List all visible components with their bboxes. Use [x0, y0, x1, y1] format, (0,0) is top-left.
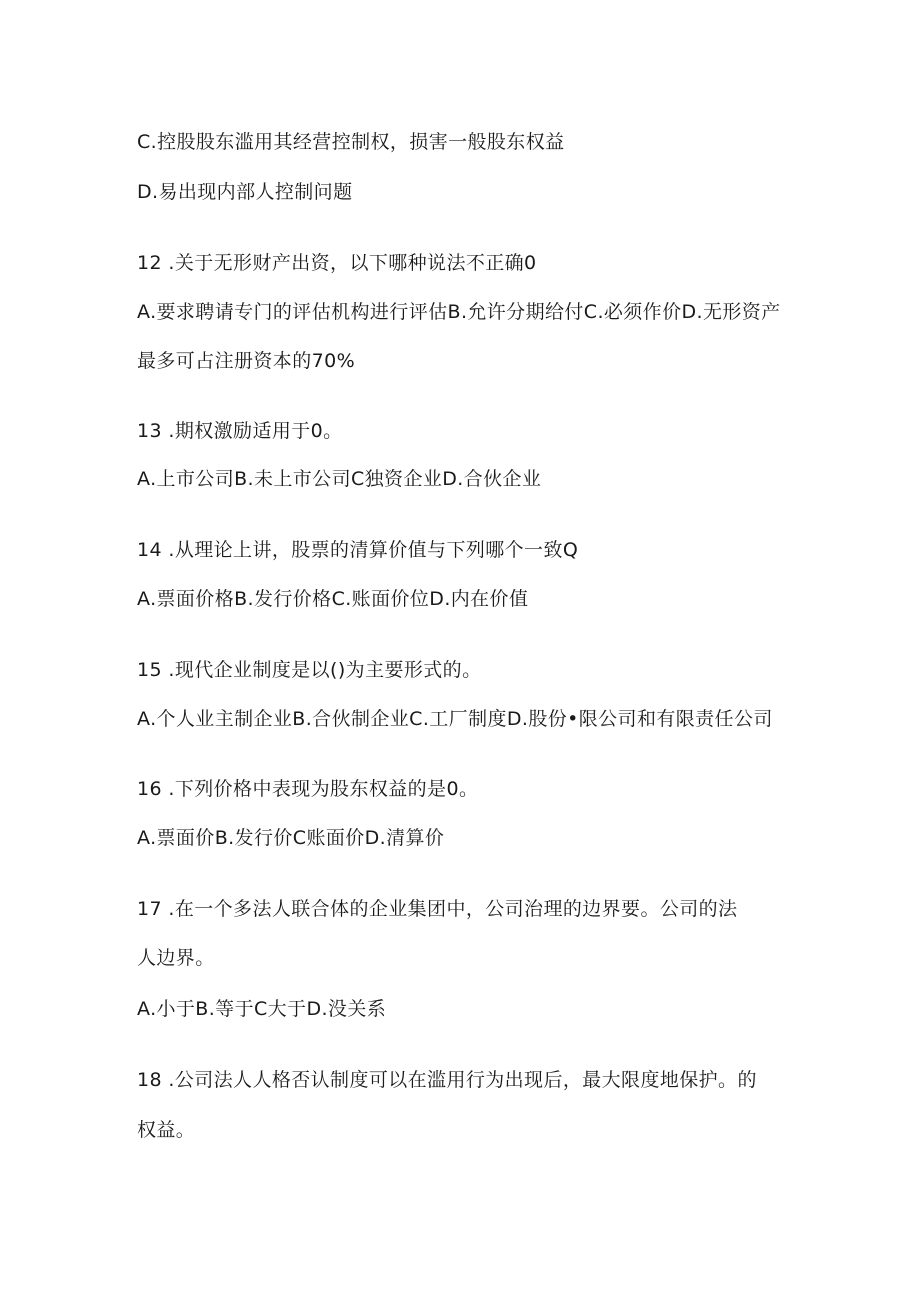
- question-line: 人边界。: [137, 947, 215, 969]
- option-line: A.票面价B.发行价C账面价D.清算价: [137, 827, 445, 849]
- question-line: 权益。: [137, 1119, 196, 1141]
- option-line: A.上市公司B.未上市公司C独资企业D.合伙企业: [137, 468, 542, 490]
- question-line: 15 .现代企业制度是以()为主要形式的。: [137, 659, 482, 681]
- question-line: 18 .公司法人人格否认制度可以在滥用行为出现后，最大限度地保护。的: [137, 1069, 757, 1091]
- option-line: A.小于B.等于C大于D.没关系: [137, 998, 387, 1020]
- question-line: 17 .在一个多法人联合体的企业集团中，公司治理的边界要。公司的法: [137, 898, 738, 920]
- option-line: A.个人业主制企业B.合伙制企业C.工厂制度D.股份•限公司和有限责任公司: [137, 708, 773, 730]
- option-line: 最多可占注册资本的70%: [137, 350, 356, 372]
- question-line: 12 .关于无形财产出资，以下哪种说法不正确0: [137, 252, 537, 274]
- option-line: A.要求聘请专门的评估机构进行评估B.允许分期给付C.必须作价D.无形资产: [137, 301, 781, 323]
- question-line: 16 .下列价格中表现为股东权益的是0。: [137, 778, 479, 800]
- option-line: A.票面价格B.发行价格C.账面价位D.内在价值: [137, 588, 529, 610]
- option-line: C.控股股东滥用其经营控制权，损害一般股东权益: [137, 131, 565, 153]
- question-line: 13 .期权激励适用于0。: [137, 420, 343, 442]
- option-line: D.易出现内部人控制问题: [137, 181, 353, 203]
- question-line: 14 .从理论上讲，股票的清算价值与下列哪个一致Q: [137, 539, 579, 561]
